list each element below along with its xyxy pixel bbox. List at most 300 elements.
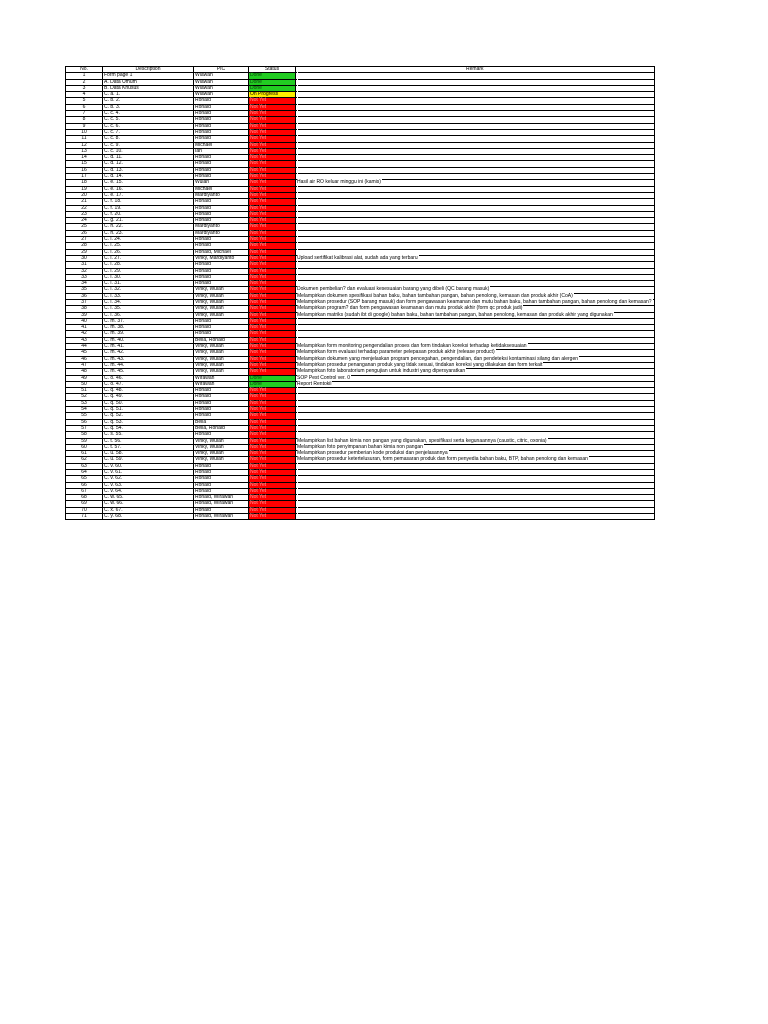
cell-description[interactable]: C. v. 64. [103, 488, 194, 494]
cell-pic[interactable]: Michael [194, 186, 249, 192]
cell-pic[interactable]: Ronald [194, 205, 249, 211]
cell-description[interactable]: C. c. 9. [103, 142, 194, 148]
remark-text [297, 79, 298, 85]
cell-no[interactable]: 55 [66, 413, 103, 419]
cell-description[interactable]: C. q. 49. [103, 394, 194, 400]
cell-pic[interactable]: Wulan [194, 180, 249, 186]
cell-pic[interactable]: Ronald [194, 281, 249, 287]
remark-text [297, 242, 298, 248]
cell-no[interactable]: 65 [66, 476, 103, 482]
cell-no[interactable]: 6 [66, 104, 103, 110]
cell-description[interactable]: C. l. 34. [103, 299, 194, 305]
cell-status[interactable]: Not Yet [249, 224, 296, 230]
cell-no[interactable]: 66 [66, 482, 103, 488]
cell-pic[interactable]: Ronald [194, 98, 249, 104]
cell-status[interactable]: Not Yet [249, 274, 296, 280]
cell-status[interactable]: Not Yet [249, 394, 296, 400]
cell-description[interactable]: C. i. 29. [103, 268, 194, 274]
cell-description[interactable]: C. c. 8. [103, 136, 194, 142]
cell-description[interactable]: C. d. 11. [103, 155, 194, 161]
cell-no[interactable]: 18 [66, 180, 103, 186]
cell-description[interactable]: C. i. 27. [103, 255, 194, 261]
cell-pic[interactable]: Vinky, Wulan [194, 362, 249, 368]
cell-no[interactable]: 35 [66, 287, 103, 293]
cell-description[interactable]: C. l. 35. [103, 306, 194, 312]
cell-pic[interactable]: Ronald [194, 476, 249, 482]
cell-status[interactable]: Not Yet [249, 174, 296, 180]
cell-pic[interactable]: Ronald [194, 268, 249, 274]
cell-pic[interactable]: Ronald [194, 199, 249, 205]
cell-pic[interactable]: Ronald, Wirawan [194, 495, 249, 501]
cell-no[interactable]: 19 [66, 186, 103, 192]
cell-no[interactable]: 13 [66, 148, 103, 154]
cell-status[interactable]: Not Yet [249, 438, 296, 444]
cell-no[interactable]: 17 [66, 174, 103, 180]
cell-no[interactable]: 42 [66, 331, 103, 337]
cell-description[interactable]: C. c. 4. [103, 111, 194, 117]
cell-no[interactable]: 41 [66, 325, 103, 331]
cell-pic[interactable]: Ronald [194, 174, 249, 180]
cell-description[interactable]: C. y. 68. [103, 514, 194, 520]
cell-status[interactable]: Not Yet [249, 470, 296, 476]
cell-description[interactable]: C. w. 65. [103, 495, 194, 501]
cell-description[interactable]: C. m. 43. [103, 356, 194, 362]
cell-description[interactable]: C. q. 52. [103, 413, 194, 419]
cell-status[interactable]: Not Yet [249, 186, 296, 192]
cell-description[interactable]: C. m. 40. [103, 337, 194, 343]
cell-status[interactable]: Not Yet [249, 155, 296, 161]
cell-status[interactable]: Not Yet [249, 356, 296, 362]
cell-status[interactable]: Not Yet [249, 337, 296, 343]
cell-no[interactable]: 50 [66, 381, 103, 387]
cell-no[interactable]: 54 [66, 407, 103, 413]
cell-status[interactable]: Not Yet [249, 350, 296, 356]
cell-status[interactable]: Not Yet [249, 136, 296, 142]
cell-description[interactable]: C. d. 12. [103, 161, 194, 167]
cell-pic[interactable]: Vinky, Wulan [194, 438, 249, 444]
cell-no[interactable]: 64 [66, 470, 103, 476]
cell-no[interactable]: 49 [66, 375, 103, 381]
cell-no[interactable]: 68 [66, 495, 103, 501]
cell-status[interactable]: Not Yet [249, 362, 296, 368]
cell-status[interactable]: Not Yet [249, 344, 296, 350]
cell-pic[interactable]: Ronald [194, 331, 249, 337]
cell-status[interactable]: Not Yet [249, 237, 296, 243]
cell-pic[interactable]: Ronald [194, 243, 249, 249]
cell-no[interactable]: 31 [66, 262, 103, 268]
header-remark[interactable]: Remark [296, 67, 655, 73]
cell-pic[interactable]: Ian [194, 148, 249, 154]
cell-status[interactable]: Not Yet [249, 255, 296, 261]
cell-status[interactable]: Not Yet [249, 230, 296, 236]
cell-status[interactable]: Not Yet [249, 369, 296, 375]
cell-no[interactable]: 27 [66, 237, 103, 243]
cell-no[interactable]: 8 [66, 117, 103, 123]
cell-description[interactable]: C. b. 2. [103, 98, 194, 104]
cell-no[interactable]: 10 [66, 129, 103, 135]
cell-description[interactable]: Form page 1 [103, 73, 194, 79]
cell-no[interactable]: 2 [66, 79, 103, 85]
cell-status[interactable]: Not Yet [249, 312, 296, 318]
cell-status[interactable]: Not Yet [249, 148, 296, 154]
cell-description[interactable]: C. i. 31. [103, 281, 194, 287]
cell-description[interactable]: B. Data Khusus [103, 85, 194, 91]
cell-description[interactable]: C. i. 30. [103, 274, 194, 280]
cell-no[interactable]: 61 [66, 451, 103, 457]
cell-description[interactable]: C. c. 5. [103, 117, 194, 123]
cell-pic[interactable]: Vinky, Wulan [194, 444, 249, 450]
cell-pic[interactable]: Ronald [194, 470, 249, 476]
cell-status[interactable]: Not Yet [249, 507, 296, 513]
cell-no[interactable]: 5 [66, 98, 103, 104]
cell-no[interactable]: 47 [66, 362, 103, 368]
cell-status[interactable]: Not Yet [249, 293, 296, 299]
cell-no[interactable]: 57 [66, 425, 103, 431]
cell-pic[interactable]: Ronald [194, 218, 249, 224]
remark-text: Melampirkan dokumen yang menjelaskan program pencegahan, pengendalian, dan pendeteksi kontaminasi silang dan alergen [297, 355, 579, 362]
cell-pic[interactable]: Wiawan [194, 79, 249, 85]
cell-status[interactable]: Not Yet [249, 325, 296, 331]
header-pic[interactable]: PIC [194, 67, 249, 73]
remark-text [297, 97, 298, 103]
cell-pic[interactable]: Ronald [194, 167, 249, 173]
cell-description[interactable]: C. f. 19. [103, 205, 194, 211]
cell-no[interactable]: 36 [66, 293, 103, 299]
remark-text: Melampirkan form evaluasi terhadap parameter pelepasan produk akhir (release product) [297, 349, 495, 356]
cell-no[interactable]: 38 [66, 306, 103, 312]
cell-pic[interactable]: Wiawan [194, 92, 249, 98]
cell-description[interactable]: A. Data Umum [103, 79, 194, 85]
cell-pic[interactable]: Ronald [194, 211, 249, 217]
cell-no[interactable]: 67 [66, 488, 103, 494]
cell-description[interactable]: C. i. 26. [103, 249, 194, 255]
cell-no[interactable]: 16 [66, 167, 103, 173]
remark-text [297, 249, 298, 255]
cell-status[interactable]: Not Yet [249, 306, 296, 312]
cell-description[interactable]: C. m. 37. [103, 318, 194, 324]
cell-description[interactable]: C. q. 53. [103, 419, 194, 425]
cell-status[interactable]: Not Yet [249, 268, 296, 274]
cell-no[interactable]: 12 [66, 142, 103, 148]
cell-pic[interactable]: Ronald, Wirawan [194, 514, 249, 520]
cell-status[interactable]: Not Yet [249, 262, 296, 268]
cell-description[interactable]: C. m. 42. [103, 350, 194, 356]
cell-status[interactable]: Not Yet [249, 482, 296, 488]
cell-no[interactable]: 44 [66, 344, 103, 350]
cell-no[interactable]: 30 [66, 255, 103, 261]
cell-pic[interactable]: Wirawan [194, 381, 249, 387]
cell-no[interactable]: 62 [66, 457, 103, 463]
cell-status[interactable]: Done [249, 375, 296, 381]
cell-description[interactable]: C. v. 63. [103, 482, 194, 488]
cell-status[interactable]: Not Yet [249, 117, 296, 123]
cell-pic[interactable]: Ronald [194, 161, 249, 167]
cell-description[interactable]: C. i. 32. [103, 287, 194, 293]
cell-pic[interactable]: Vinky, Mardiyanto [194, 255, 249, 261]
cell-no[interactable]: 58 [66, 432, 103, 438]
cell-status[interactable]: Done [249, 85, 296, 91]
cell-description[interactable]: C. q. 50. [103, 400, 194, 406]
header-status[interactable]: Status [249, 67, 296, 73]
cell-no[interactable]: 32 [66, 268, 103, 274]
cell-pic[interactable]: Ronald, Wirawan [194, 501, 249, 507]
cell-no[interactable]: 71 [66, 514, 103, 520]
cell-no[interactable]: 15 [66, 161, 103, 167]
cell-pic[interactable]: Vinky, Wulan [194, 306, 249, 312]
cell-status[interactable]: Not Yet [249, 129, 296, 135]
cell-status[interactable]: Not Yet [249, 123, 296, 129]
cell-description[interactable]: C. q. 48. [103, 388, 194, 394]
cell-pic[interactable]: Ronald [194, 136, 249, 142]
cell-pic[interactable]: Wirawan [194, 375, 249, 381]
cell-no[interactable]: 11 [66, 136, 103, 142]
cell-status[interactable]: Not Yet [249, 111, 296, 117]
cell-description[interactable]: C. c. 10. [103, 148, 194, 154]
cell-status[interactable]: Not Yet [249, 104, 296, 110]
cell-description[interactable]: C. m. 41. [103, 344, 194, 350]
cell-pic[interactable]: Vinky, Wulan [194, 344, 249, 350]
cell-description[interactable]: C. g. 21. [103, 218, 194, 224]
cell-status[interactable]: Not Yet [249, 432, 296, 438]
cell-pic[interactable]: Vinky, Wulan [194, 350, 249, 356]
cell-pic[interactable]: Mardiyanto [194, 224, 249, 230]
cell-pic[interactable]: Wiawan [194, 85, 249, 91]
cell-status[interactable]: On Progress [249, 92, 296, 98]
cell-pic[interactable]: Ronald [194, 117, 249, 123]
cell-description[interactable]: C. i. 25. [103, 243, 194, 249]
cell-pic[interactable]: Mardiyanto [194, 192, 249, 198]
cell-pic[interactable]: Bella, Ronald [194, 337, 249, 343]
cell-description[interactable]: C. m. 39. [103, 331, 194, 337]
cell-description[interactable]: C. t. 57. [103, 444, 194, 450]
cell-remark[interactable] [296, 514, 655, 520]
cell-description[interactable]: C. t. 56. [103, 438, 194, 444]
cell-pic[interactable]: Ronald [194, 407, 249, 413]
cell-pic[interactable]: Ronald, Michael [194, 249, 249, 255]
cell-status[interactable]: Not Yet [249, 488, 296, 494]
cell-description[interactable]: C. v. 62. [103, 476, 194, 482]
cell-description[interactable]: C. u. 59. [103, 457, 194, 463]
cell-description[interactable]: C. h. 23. [103, 230, 194, 236]
cell-status[interactable]: Not Yet [249, 142, 296, 148]
cell-no[interactable]: 26 [66, 230, 103, 236]
header-no[interactable]: No. [66, 67, 103, 73]
cell-pic[interactable]: Vinky, Wulan [194, 299, 249, 305]
cell-pic[interactable]: Michael [194, 142, 249, 148]
cell-status[interactable]: Not Yet [249, 161, 296, 167]
cell-status[interactable]: Not Yet [249, 218, 296, 224]
cell-description[interactable]: C. b. 3. [103, 104, 194, 110]
cell-description[interactable]: C. l. 36. [103, 312, 194, 318]
cell-no[interactable]: 39 [66, 312, 103, 318]
cell-description[interactable]: C. h. 22. [103, 224, 194, 230]
cell-description[interactable]: C. a. 1. [103, 92, 194, 98]
cell-status[interactable]: Not Yet [249, 514, 296, 520]
cell-description[interactable]: C. i. 28. [103, 262, 194, 268]
cell-status[interactable]: Not Yet [249, 205, 296, 211]
cell-no[interactable]: 70 [66, 507, 103, 513]
cell-no[interactable]: 34 [66, 281, 103, 287]
cell-no[interactable]: 43 [66, 337, 103, 343]
cell-pic[interactable]: Ronald [194, 463, 249, 469]
cell-pic[interactable]: Ronald [194, 274, 249, 280]
cell-no[interactable]: 63 [66, 463, 103, 469]
cell-status[interactable]: Not Yet [249, 388, 296, 394]
cell-status[interactable]: Not Yet [249, 167, 296, 173]
remark-text [297, 482, 298, 488]
cell-description[interactable]: C. f. 18. [103, 199, 194, 205]
cell-pic[interactable]: Ronald [194, 104, 249, 110]
cell-status[interactable]: Not Yet [249, 400, 296, 406]
cell-description[interactable]: C. u. 58. [103, 451, 194, 457]
cell-no[interactable]: 56 [66, 419, 103, 425]
cell-pic[interactable]: Vinky, Wulan [194, 293, 249, 299]
cell-no[interactable]: 46 [66, 356, 103, 362]
cell-no[interactable]: 3 [66, 85, 103, 91]
cell-pic[interactable]: Vinky, Wulan [194, 312, 249, 318]
cell-status[interactable]: Not Yet [249, 211, 296, 217]
cell-pic[interactable]: Vinky, Wulan [194, 457, 249, 463]
cell-description[interactable]: C. f. 20. [103, 211, 194, 217]
cell-status[interactable]: Not Yet [249, 281, 296, 287]
cell-description[interactable]: C. q. 51. [103, 407, 194, 413]
cell-status[interactable]: Not Yet [249, 249, 296, 255]
cell-description[interactable]: C. m. 45. [103, 369, 194, 375]
cell-pic[interactable]: Ronald [194, 394, 249, 400]
cell-status[interactable]: Not Yet [249, 243, 296, 249]
cell-no[interactable]: 69 [66, 501, 103, 507]
cell-no[interactable]: 33 [66, 274, 103, 280]
cell-no[interactable]: 28 [66, 243, 103, 249]
cell-description[interactable]: C. m. 38. [103, 325, 194, 331]
cell-pic[interactable]: Ronald [194, 111, 249, 117]
cell-no[interactable]: 14 [66, 155, 103, 161]
cell-no[interactable]: 21 [66, 199, 103, 205]
cell-pic[interactable]: Ronald [194, 155, 249, 161]
cell-description[interactable]: C. o. 47. [103, 381, 194, 387]
cell-no[interactable]: 24 [66, 218, 103, 224]
cell-status[interactable]: Not Yet [249, 419, 296, 425]
cell-description[interactable]: C. w. 66. [103, 501, 194, 507]
cell-pic[interactable]: Bella, Ronald [194, 425, 249, 431]
cell-status[interactable]: Not Yet [249, 407, 296, 413]
cell-no[interactable]: 53 [66, 400, 103, 406]
cell-status[interactable]: Not Yet [249, 192, 296, 198]
cell-pic[interactable]: Ronald [194, 507, 249, 513]
cell-no[interactable]: 23 [66, 211, 103, 217]
cell-status[interactable]: Done [249, 73, 296, 79]
cell-pic[interactable]: Vinky, Wulan [194, 356, 249, 362]
cell-pic[interactable]: Ronald [194, 123, 249, 129]
cell-status[interactable]: Not Yet [249, 451, 296, 457]
cell-status[interactable]: Not Yet [249, 299, 296, 305]
cell-description[interactable]: C. i. 24. [103, 237, 194, 243]
cell-pic[interactable]: Ronald [194, 432, 249, 438]
cell-no[interactable]: 37 [66, 299, 103, 305]
cell-description[interactable]: C. x. 67. [103, 507, 194, 513]
cell-pic[interactable]: Wiawan [194, 73, 249, 79]
cell-pic[interactable]: Ronald [194, 262, 249, 268]
cell-status[interactable]: Not Yet [249, 463, 296, 469]
cell-pic[interactable]: Vinky, Wulan [194, 451, 249, 457]
cell-no[interactable]: 51 [66, 388, 103, 394]
header-description[interactable]: Description [103, 67, 194, 73]
cell-status[interactable]: Not Yet [249, 476, 296, 482]
cell-status[interactable]: Not Yet [249, 413, 296, 419]
cell-no[interactable]: 45 [66, 350, 103, 356]
cell-description[interactable]: C. c. 6. [103, 123, 194, 129]
cell-description[interactable]: C. c. 7. [103, 129, 194, 135]
cell-no[interactable]: 1 [66, 73, 103, 79]
cell-no[interactable]: 52 [66, 394, 103, 400]
cell-description[interactable]: C. o. 46. [103, 375, 194, 381]
cell-no[interactable]: 25 [66, 224, 103, 230]
cell-description[interactable]: C. v. 60. [103, 463, 194, 469]
cell-description[interactable]: C. e. 15. [103, 180, 194, 186]
cell-status[interactable]: Not Yet [249, 501, 296, 507]
cell-status[interactable]: Not Yet [249, 318, 296, 324]
cell-pic[interactable]: Bella [194, 419, 249, 425]
cell-no[interactable]: 60 [66, 444, 103, 450]
cell-status[interactable]: Done [249, 381, 296, 387]
cell-status[interactable]: Not Yet [249, 98, 296, 104]
cell-pic[interactable]: Ronald [194, 400, 249, 406]
cell-description[interactable]: C. q. 54. [103, 425, 194, 431]
cell-no[interactable]: 40 [66, 318, 103, 324]
cell-description[interactable]: C. m. 44. [103, 362, 194, 368]
cell-no[interactable]: 20 [66, 192, 103, 198]
cell-description[interactable]: C. e. 17. [103, 192, 194, 198]
cell-status[interactable]: Not Yet [249, 331, 296, 337]
cell-no[interactable]: 7 [66, 111, 103, 117]
cell-pic[interactable]: Ronald [194, 413, 249, 419]
cell-no[interactable]: 48 [66, 369, 103, 375]
cell-no[interactable]: 59 [66, 438, 103, 444]
cell-no[interactable]: 9 [66, 123, 103, 129]
cell-remark[interactable] [296, 312, 655, 318]
cell-description[interactable]: C. d. 14. [103, 174, 194, 180]
cell-description[interactable]: C. e. 16. [103, 186, 194, 192]
cell-pic[interactable]: Vinky, Wulan [194, 369, 249, 375]
cell-pic[interactable]: Ronald [194, 388, 249, 394]
cell-status[interactable]: Not Yet [249, 495, 296, 501]
cell-description[interactable]: C. d. 13. [103, 167, 194, 173]
cell-status[interactable]: Not Yet [249, 457, 296, 463]
cell-pic[interactable]: Vinky, Wulan [194, 287, 249, 293]
cell-description[interactable]: C. s. 55. [103, 432, 194, 438]
cell-status[interactable]: Not Yet [249, 287, 296, 293]
remark-text: Melampirkan program? dan form pengawasan keamanan dan mutu produk akhir (form qc produk jadi) [297, 305, 523, 312]
cell-pic[interactable]: Ronald [194, 318, 249, 324]
cell-description[interactable]: C. v. 61. [103, 470, 194, 476]
cell-status[interactable]: Done [249, 79, 296, 85]
cell-status[interactable]: Not Yet [249, 425, 296, 431]
cell-description[interactable]: C. l. 33. [103, 293, 194, 299]
cell-pic[interactable]: Mardiyanto [194, 230, 249, 236]
cell-pic[interactable]: Ronald [194, 488, 249, 494]
cell-status[interactable]: Not Yet [249, 199, 296, 205]
cell-no[interactable]: 29 [66, 249, 103, 255]
cell-pic[interactable]: Ronald [194, 237, 249, 243]
cell-pic[interactable]: Ronald [194, 129, 249, 135]
cell-status[interactable]: Not Yet [249, 180, 296, 186]
cell-pic[interactable]: Ronald [194, 482, 249, 488]
cell-pic[interactable]: Ronald [194, 325, 249, 331]
remark-text [297, 274, 298, 280]
cell-no[interactable]: 4 [66, 92, 103, 98]
cell-no[interactable]: 22 [66, 205, 103, 211]
cell-status[interactable]: Not Yet [249, 444, 296, 450]
